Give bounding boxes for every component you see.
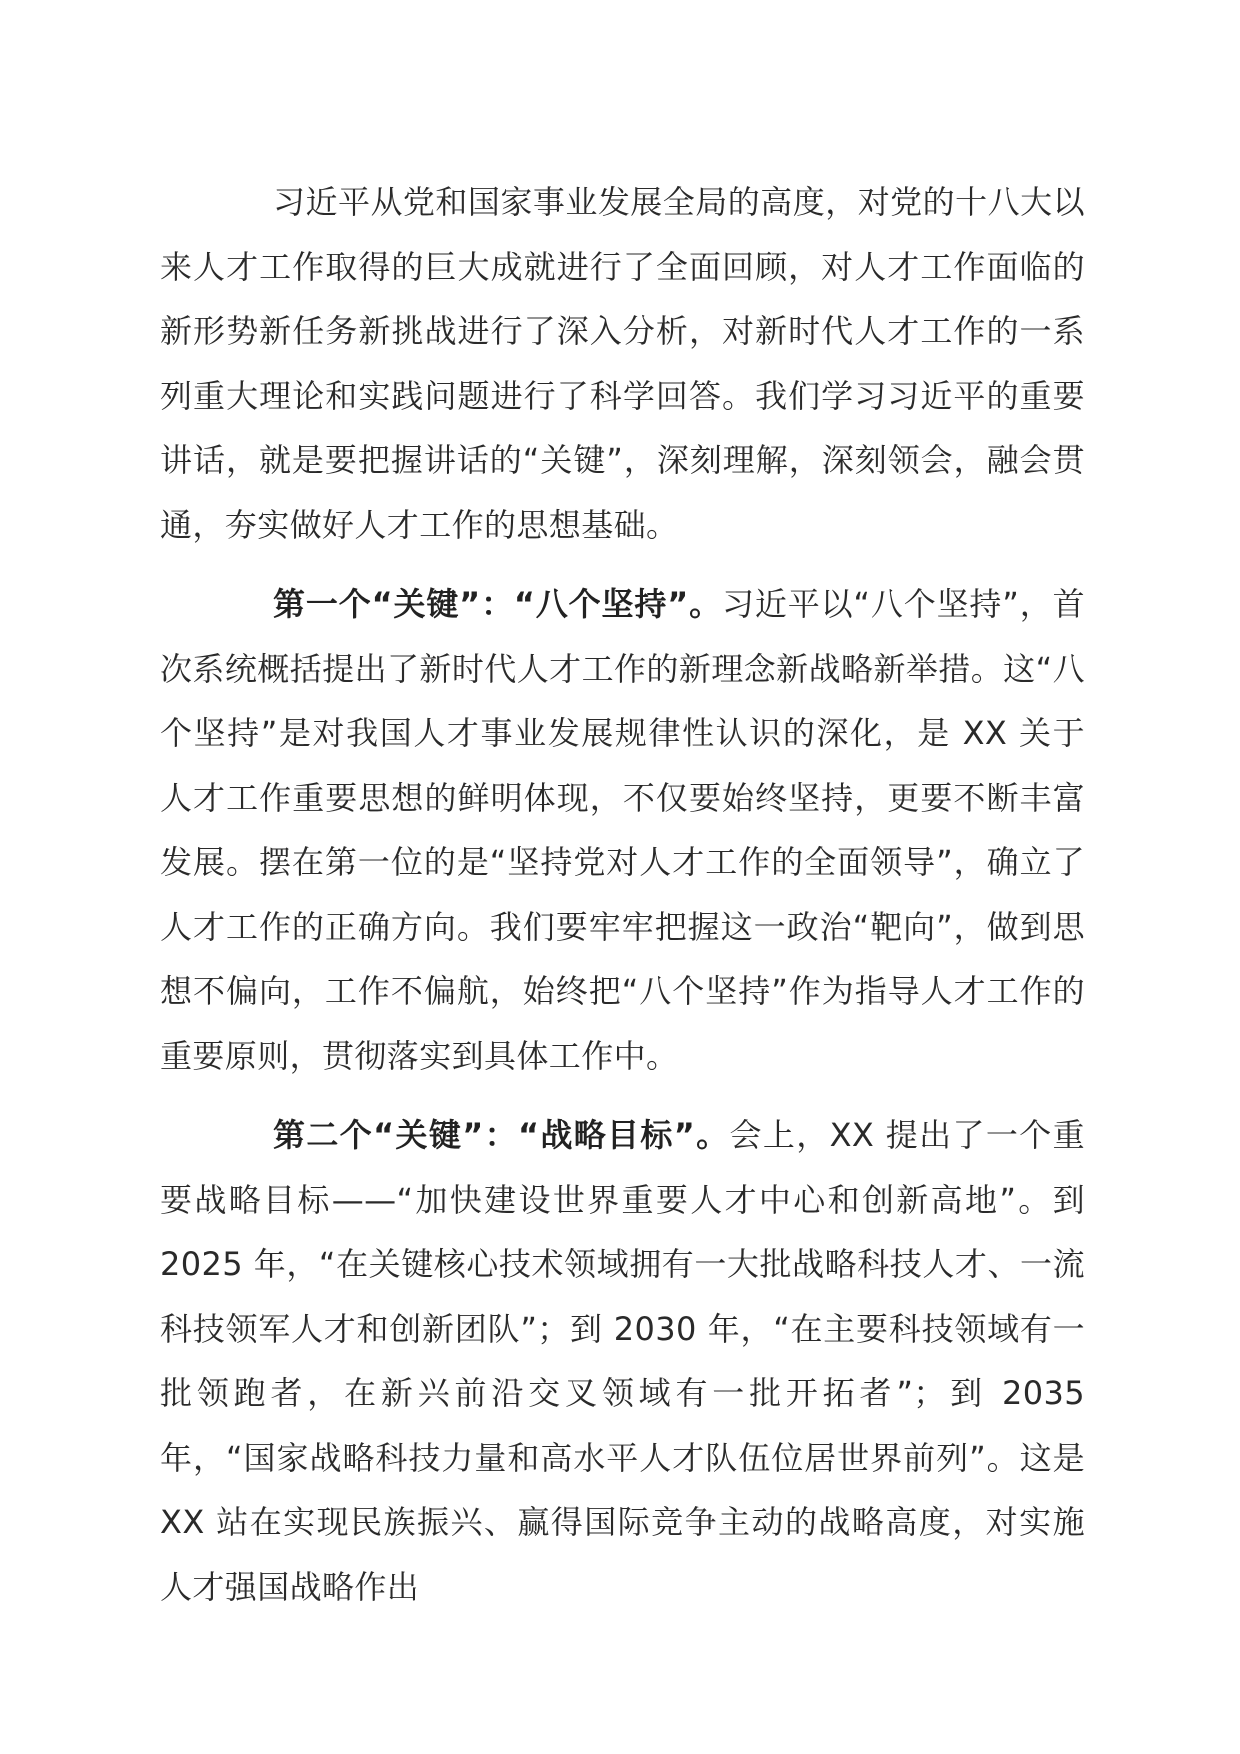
paragraph-key-two [160, 1103, 1085, 1619]
document-page [160, 170, 1085, 1634]
paragraph-lead: 第一个“关键”：“八个坚持”。 [273, 585, 722, 623]
paragraph-body: 习近平以“八个坚持”，首次系统概括提出了新时代人才工作的新理念新战略新举措。这“八个坚持”是对我国人才事业发展规律性认识的深化，是 XX 关于人才工作重要思想的鲜明体现，不仅要始终坚持，更要不断丰富发展。摆在第一位的是“坚持党对人才工作的全面领导”，确立了人才工作的正确方向。我们要牢牢把握这一政治“靶向”，做到思想不偏向，工作不偏航，始终把“八个坚持”作为指导人才工作的重要原则，贯彻落实到具体工作中。 [160, 585, 1085, 1075]
paragraph-key-one [160, 572, 1085, 1088]
paragraph-body: 习近平从党和国家事业发展全局的高度，对党的十八大以来人才工作取得的巨大成就进行了全面回顾，对人才工作面临的新形势新任务新挑战进行了深入分析，对新时代人才工作的一系列重大理论和实践问题进行了科学回答。我们学习习近平的重要讲话，就是要把握讲话的“关键”，深刻理解，深刻领会，融会贯通，夯实做好人才工作的思想基础。 [160, 183, 1085, 544]
paragraph-intro [160, 170, 1085, 557]
paragraph-lead: 第二个“关键”：“战略目标”。 [273, 1116, 730, 1154]
paragraph-body: 会上，XX 提出了一个重要战略目标——“加快建设世界重要人才中心和创新高地”。到 2025 年，“在关键核心技术领域拥有一大批战略科技人才、一流科技领军人才和创新团队”；到 2030 年，“在主要科技领域有一批领跑者，在新兴前沿交叉领域有一批开拓者”；到 2035 年，“国家战略科技力量和高水平人才队伍位居世界前列”。这是 XX 站在实现民族振兴、赢得国际竞争主动的战略高度，对实施人才强国战略作出 [160, 1116, 1085, 1606]
